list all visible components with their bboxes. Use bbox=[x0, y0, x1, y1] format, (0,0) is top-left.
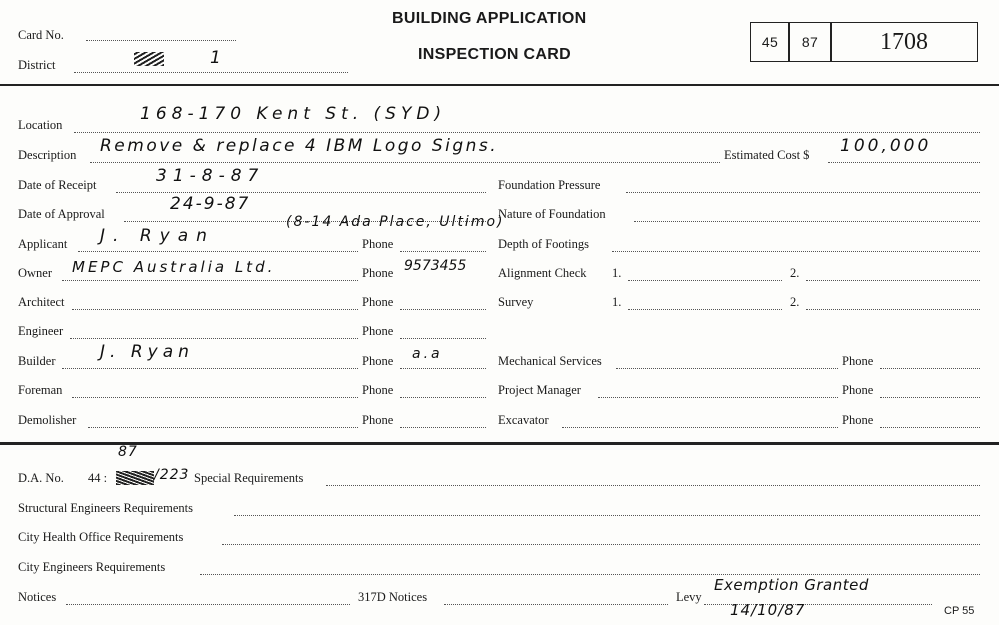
date-approval-label: Date of Approval bbox=[18, 207, 105, 221]
alignment-check-2-field bbox=[806, 280, 980, 281]
crossed-out-mark bbox=[116, 471, 154, 485]
district-label: District bbox=[18, 58, 56, 72]
excavator-phone-label: Phone bbox=[842, 413, 874, 427]
notices-label: Notices bbox=[18, 590, 57, 604]
applicant-field bbox=[78, 251, 358, 252]
mechanical-phone-label: Phone bbox=[842, 354, 874, 368]
lower-divider bbox=[0, 442, 999, 445]
survey-2-field bbox=[806, 309, 980, 310]
survey-label: Survey bbox=[498, 295, 534, 309]
owner-phone-value: 9573455 bbox=[404, 258, 467, 274]
mechanical-field bbox=[616, 368, 838, 369]
form-title-line2: INSPECTION CARD bbox=[418, 46, 571, 63]
date-approval-value: 24-9-87 bbox=[170, 194, 251, 214]
district-field bbox=[74, 72, 348, 73]
nature-foundation-label: Nature of Foundation bbox=[498, 207, 606, 221]
levy-date: 14/10/87 bbox=[730, 601, 806, 619]
foundation-pressure-field bbox=[626, 192, 980, 193]
description-field bbox=[90, 162, 720, 163]
builder-phone-label: Phone bbox=[362, 354, 394, 368]
excavator-phone-field bbox=[880, 427, 980, 428]
engineer-field bbox=[70, 338, 358, 339]
notices-317d-field bbox=[444, 604, 668, 605]
alignment-check-2-label: 2. bbox=[790, 266, 800, 280]
description-value: Remove & replace 4 IBM Logo Signs. bbox=[100, 136, 499, 156]
project-manager-label: Project Manager bbox=[498, 383, 581, 397]
estimated-cost-field bbox=[828, 162, 980, 163]
foundation-pressure-label: Foundation Pressure bbox=[498, 178, 601, 192]
special-requirements-field bbox=[326, 485, 980, 486]
demolisher-phone-label: Phone bbox=[362, 413, 394, 427]
crossed-out-mark bbox=[134, 52, 164, 66]
ref-box-1 bbox=[750, 22, 790, 62]
nature-foundation-field bbox=[634, 221, 980, 222]
survey-2-label: 2. bbox=[790, 295, 800, 309]
da-prefix: 44 : bbox=[88, 471, 108, 485]
owner-value: MEPC Australia Ltd. bbox=[72, 258, 276, 276]
engineer-phone-field bbox=[400, 338, 486, 339]
ref-box-3 bbox=[830, 22, 978, 62]
applicant-phone-label: Phone bbox=[362, 237, 394, 251]
date-receipt-value: 31-8-87 bbox=[156, 166, 265, 186]
project-manager-phone-label: Phone bbox=[842, 383, 874, 397]
owner-label: Owner bbox=[18, 266, 53, 280]
applicant-address: (8-14 Ada Place, Ultimo) bbox=[286, 214, 505, 230]
project-manager-field bbox=[598, 397, 838, 398]
alignment-check-1-field bbox=[628, 280, 782, 281]
notices-317d-label: 317D Notices bbox=[358, 590, 428, 604]
architect-phone-label: Phone bbox=[362, 295, 394, 309]
foreman-label: Foreman bbox=[18, 383, 63, 397]
survey-1-field bbox=[628, 309, 782, 310]
form-code: CP 55 bbox=[944, 605, 975, 617]
da-number-value: /223 bbox=[154, 467, 190, 483]
applicant-value: J. Ryan bbox=[100, 226, 215, 246]
demolisher-label: Demolisher bbox=[18, 413, 77, 427]
notices-field bbox=[66, 604, 350, 605]
applicant-label: Applicant bbox=[18, 237, 68, 251]
architect-phone-field bbox=[400, 309, 486, 310]
demolisher-phone-field bbox=[400, 427, 486, 428]
survey-1-label: 1. bbox=[612, 295, 622, 309]
location-field bbox=[74, 132, 980, 133]
project-manager-phone-field bbox=[880, 397, 980, 398]
description-label: Description bbox=[18, 148, 77, 162]
levy-value: Exemption Granted bbox=[714, 576, 869, 594]
builder-phone-value: a.a bbox=[412, 346, 443, 362]
engineer-label: Engineer bbox=[18, 324, 64, 338]
mechanical-phone-field bbox=[880, 368, 980, 369]
mechanical-label: Mechanical Services bbox=[498, 354, 602, 368]
levy-label: Levy bbox=[676, 590, 702, 604]
foreman-phone-label: Phone bbox=[362, 383, 394, 397]
architect-label: Architect bbox=[18, 295, 65, 309]
ref-box-2 bbox=[788, 22, 832, 62]
alignment-check-1-label: 1. bbox=[612, 266, 622, 280]
architect-field bbox=[72, 309, 358, 310]
builder-field bbox=[62, 368, 358, 369]
da-year-value: 87 bbox=[118, 444, 138, 460]
foreman-phone-field bbox=[400, 397, 486, 398]
district-value: 1 bbox=[210, 48, 224, 68]
excavator-field bbox=[562, 427, 838, 428]
depth-footings-label: Depth of Footings bbox=[498, 237, 589, 251]
builder-phone-field bbox=[400, 368, 486, 369]
estimated-cost-label: Estimated Cost $ bbox=[724, 148, 810, 162]
owner-phone-label: Phone bbox=[362, 266, 394, 280]
ref-box-3-text: 1708 bbox=[880, 28, 928, 55]
ref-box-1-text: 45 bbox=[761, 34, 779, 50]
foreman-field bbox=[72, 397, 358, 398]
builder-label: Builder bbox=[18, 354, 56, 368]
estimated-cost-value: 100,000 bbox=[840, 136, 932, 156]
date-receipt-field bbox=[116, 192, 486, 193]
engineer-phone-label: Phone bbox=[362, 324, 394, 338]
location-label: Location bbox=[18, 118, 63, 132]
owner-field bbox=[62, 280, 358, 281]
card-no-field bbox=[86, 40, 236, 41]
structural-requirements-label: Structural Engineers Requirements bbox=[18, 501, 193, 515]
health-requirements-label: City Health Office Requirements bbox=[18, 530, 184, 544]
form-title-line1: BUILDING APPLICATION bbox=[392, 10, 587, 27]
excavator-label: Excavator bbox=[498, 413, 549, 427]
demolisher-field bbox=[88, 427, 358, 428]
card-no-label: Card No. bbox=[18, 28, 64, 42]
builder-value: J. Ryan bbox=[100, 342, 194, 362]
applicant-phone-field bbox=[400, 251, 486, 252]
city-engineers-label: City Engineers Requirements bbox=[18, 560, 166, 574]
depth-footings-field bbox=[612, 251, 980, 252]
header-divider bbox=[0, 84, 999, 86]
da-no-label: D.A. No. bbox=[18, 471, 64, 485]
date-receipt-label: Date of Receipt bbox=[18, 178, 97, 192]
city-engineers-field bbox=[200, 574, 980, 575]
health-requirements-field bbox=[222, 544, 980, 545]
ref-box-2-text: 87 bbox=[801, 34, 819, 50]
alignment-check-label: Alignment Check bbox=[498, 266, 587, 280]
structural-requirements-field bbox=[234, 515, 980, 516]
location-value: 168-170 Kent St. (SYD) bbox=[140, 104, 447, 124]
special-requirements-label: Special Requirements bbox=[194, 471, 304, 485]
